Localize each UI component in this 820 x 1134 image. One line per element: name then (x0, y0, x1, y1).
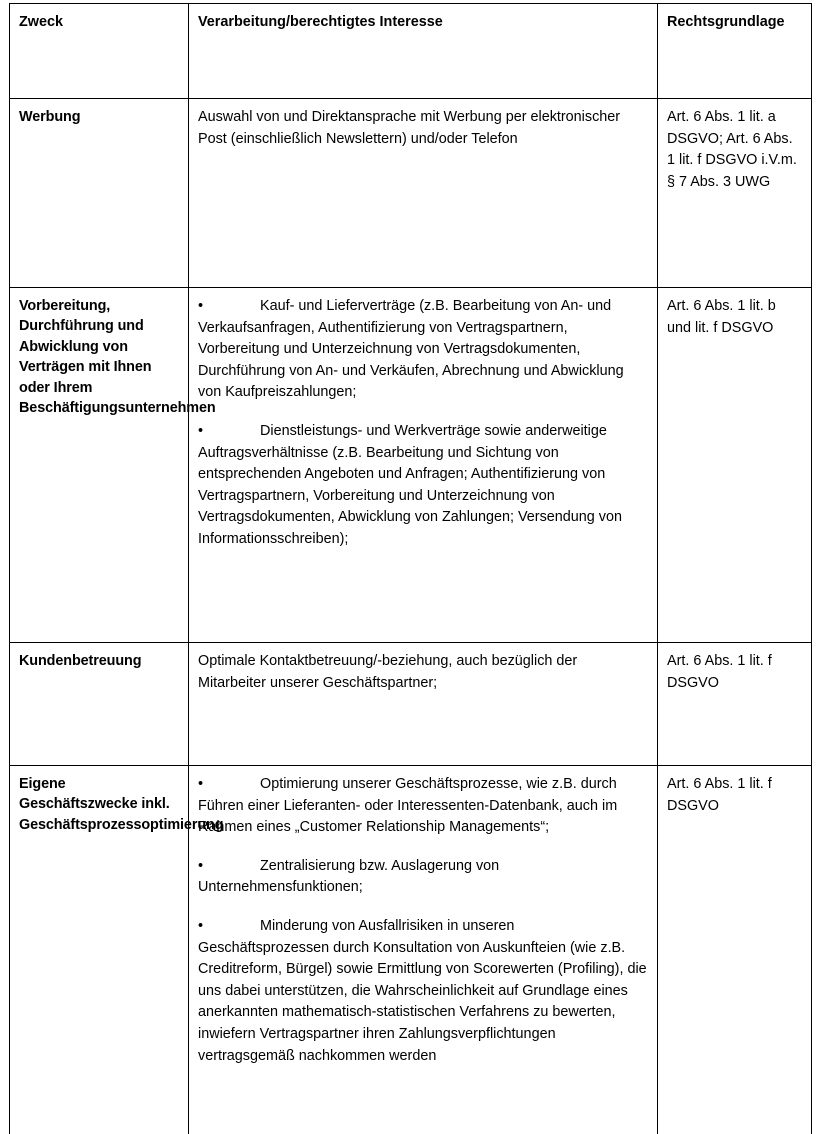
processing-bullet-item (198, 296, 649, 404)
cell-purpose (10, 766, 224, 1134)
processing-bullet-item (198, 774, 649, 839)
cell-legal-basis (658, 766, 812, 1134)
header-label-purpose: Zweck (19, 14, 63, 30)
processing-bullet-item (198, 421, 649, 551)
cell-purpose (10, 288, 216, 643)
cell-processing (189, 288, 658, 643)
header-cell-purpose (10, 4, 189, 99)
processing-purposes-table (9, 3, 812, 1134)
table-row (10, 643, 812, 766)
table-row (10, 99, 812, 288)
processing-bullet-item (198, 916, 649, 1067)
processing-paragraph: Optimale Kontaktbetreuung/-beziehung, auch bezüglich der Mitarbeiter unserer Geschäftspartner; (198, 653, 578, 691)
bullet-marker-icon: • (198, 918, 204, 935)
bullet-marker-icon: • (198, 776, 204, 792)
cell-processing (189, 643, 658, 766)
bullet-marker-icon: • (198, 298, 204, 314)
legal-basis-text: Art. 6 Abs. 1 lit. f DSGVO (667, 653, 772, 691)
purpose-text: Werbung (19, 109, 81, 125)
header-label-processing: Verarbeitung/berechtigtes Interesse (198, 14, 443, 30)
processing-paragraph: Auswahl von und Direktansprache mit Werbung per elektronischer Post (einschließlich Newslettern) und/oder Telefon (198, 109, 621, 147)
cell-processing (189, 99, 658, 288)
table-header-row (10, 4, 812, 99)
purpose-text: Vorbereitung, Durchführung und Abwicklung von Verträgen mit Ihnen oder Ihrem Beschäftigungsunternehmen (19, 298, 216, 417)
bullet-marker-icon: • (198, 857, 204, 874)
legal-basis-text: Art. 6 Abs. 1 lit. a DSGVO; Art. 6 Abs. 1 lit. f DSGVO i.V.m. § 7 Abs. 3 UWG (667, 109, 797, 190)
cell-purpose (10, 99, 189, 288)
processing-bullet-item (198, 856, 649, 899)
cell-processing (189, 766, 658, 1134)
legal-basis-text: Art. 6 Abs. 1 lit. f DSGVO (667, 776, 772, 814)
cell-legal-basis (658, 643, 812, 766)
processing-bullet-text: Optimierung unserer Geschäftsprozesse, wie z.B. durch Führen einer Lieferanten- oder Interessenten-Datenbank, auch im Rahmen eines „Customer Relationship Managements“; (198, 776, 618, 836)
bullet-marker-icon: • (198, 423, 204, 440)
purpose-text: Kundenbetreuung (19, 653, 142, 669)
processing-bullet-text: Zentralisierung bzw. Auslagerung von Unternehmensfunktionen; (198, 857, 500, 896)
header-cell-legal-basis (658, 4, 812, 99)
processing-bullet-text: Minderung von Ausfallrisiken in unseren Geschäftsprozessen durch Konsultation von Auskunfteien (wie z.B. Creditreform, Bürgel) sowie Ermittlung von Scorewerten (Profiling), die uns dabei unterstützen, die Wahrscheinlichkeit auf Grundlage eines anerkannten mathematisch-statistischen Verfahrens zu bewerten, inwiefern Vertragspartner ihren Zahlungsverpflichtungen vertragsgemäß nachkommen werden (198, 918, 647, 1064)
processing-bullet-text: Kauf- und Lieferverträge (z.B. Bearbeitung von An- und Verkaufsanfragen, Authentifizierung von Vertragspartnern, Vorbereitung und Unterzeichnung von Vertragsdokumenten, Durchführung von An- und Verkäufen, Abrechnung und Abwicklung von Kaufpreiszahlungen; (198, 298, 624, 401)
table-row (10, 766, 812, 1134)
cell-legal-basis (658, 99, 812, 288)
table-row (10, 288, 812, 643)
legal-basis-text: Art. 6 Abs. 1 lit. b und lit. f DSGVO (667, 298, 776, 336)
cell-purpose (10, 643, 189, 766)
cell-legal-basis (658, 288, 812, 643)
processing-bullet-text: Dienstleistungs- und Werkverträge sowie anderweitige Auftragsverhältnisse (z.B. Bearbeitung und Sichtung von entsprechenden Angeboten und Anfragen; Authentifizierung von Vertragspartnern, Vorbereitung und Unterzeichnung von Vertragsdokumenten, Abwicklung von Zahlungen; Versendung von Informationsschreiben); (198, 423, 623, 548)
header-cell-processing (189, 4, 658, 99)
header-label-legal-basis: Rechtsgrundlage (667, 14, 785, 30)
purpose-text: Eigene Geschäftszwecke inkl. Geschäftsprozessoptimierung (19, 776, 224, 833)
